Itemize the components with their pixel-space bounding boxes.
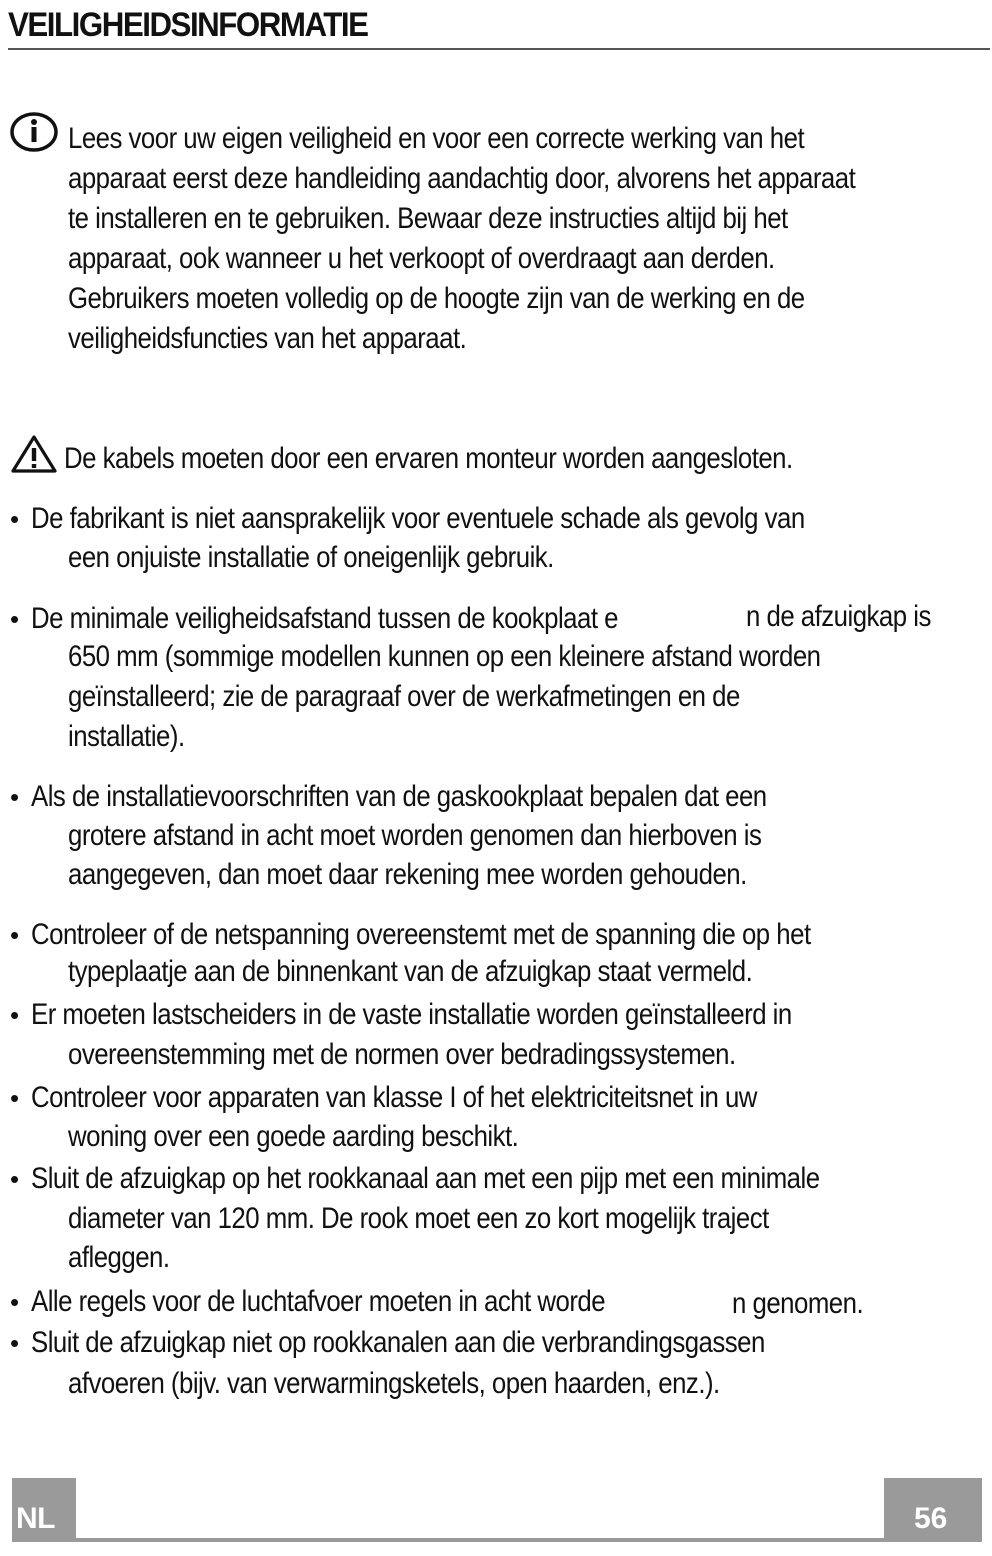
list-item-line: typeplaatje aan de binnenkant van de afzuigkap staat vermeld. — [68, 955, 753, 988]
intro-line: Lees voor uw eigen veiligheid en voor een correcte werking van het — [68, 122, 805, 155]
intro-line: te installeren en te gebruiken. Bewaar deze instructies altijd bij het — [68, 202, 788, 235]
bullet-marker: • — [10, 504, 20, 534]
list-item-line: Controleer voor apparaten van klasse I of het elektriciteitsnet in uw — [31, 1081, 757, 1114]
list-item-line: afvoeren (bijv. van verwarmingsketels, open haarden, enz.). — [68, 1367, 720, 1400]
list-item-line: Sluit de afzuigkap niet op rookkanalen aan die verbrandingsgassen — [31, 1326, 765, 1359]
bullet-marker: • — [10, 604, 20, 634]
language-tab — [12, 1478, 76, 1542]
list-item-line: geïnstalleerd; zie de paragraaf over de werkafmetingen en de — [68, 680, 740, 713]
intro-line: veiligheidsfuncties van het apparaat. — [68, 322, 467, 355]
list-item-line: Controleer of de netspanning overeenstemt met de spanning die op het — [31, 918, 811, 951]
list-item-line: grotere afstand in acht moet worden genomen dan hierboven is — [68, 819, 762, 852]
intro-line: apparaat, ook wanneer u het verkoopt of overdraagt aan derden. — [68, 242, 775, 275]
page-title: VEILIGHEIDSINFORMATIE — [8, 6, 368, 44]
bullet-marker: • — [10, 1328, 20, 1358]
page-number-tab — [884, 1478, 982, 1542]
bullet-marker: • — [10, 1000, 20, 1030]
list-item-line: aangegeven, dan moet daar rekening mee worden gehouden. — [68, 858, 747, 891]
info-icon — [10, 110, 60, 154]
list-item-line: Als de installatievoorschriften van de gaskookplaat bepalen dat een — [31, 780, 767, 813]
bullet-marker: • — [10, 1164, 20, 1194]
list-item-line: 650 mm (sommige modellen kunnen op een kleinere afstand worden — [68, 640, 821, 673]
list-item-line: Er moeten lastscheiders in de vaste installatie worden geïnstalleerd in — [31, 998, 792, 1031]
list-item-line: installatie). — [68, 720, 185, 753]
footer-divider — [76, 1538, 884, 1542]
list-item-line: overeenstemming met de normen over bedradingssystemen. — [68, 1038, 736, 1071]
list-item-line: diameter van 120 mm. De rook moet een zo kort mogelijk traject — [68, 1202, 769, 1235]
intro-line: Gebruikers moeten volledig op de hoogte zijn van de werking en de — [68, 282, 805, 315]
bullet-marker: • — [10, 782, 20, 812]
page-header — [8, 4, 990, 50]
list-item-line: Sluit de afzuigkap op het rookkanaal aan met een pijp met een minimale — [31, 1162, 820, 1195]
language-label: NL — [16, 1502, 55, 1535]
intro-line: apparaat eerst deze handleiding aandachtig door, alvorens het apparaat — [68, 162, 856, 195]
list-item-line: afleggen. — [68, 1241, 170, 1274]
list-item-line: een onjuiste installatie of oneigenlijk gebruik. — [68, 541, 554, 574]
list-item-line: n de afzuigkap is — [746, 600, 931, 633]
list-item-line: De minimale veiligheidsafstand tussen de kookplaat e — [31, 602, 618, 635]
list-item-line: Alle regels voor de luchtafvoer moeten in acht worde — [31, 1285, 606, 1318]
bullet-marker: • — [10, 920, 20, 950]
warning-icon — [10, 434, 58, 474]
bullet-marker: • — [10, 1083, 20, 1113]
list-item-line: De fabrikant is niet aansprakelijk voor eventuele schade als gevolg van — [31, 502, 805, 535]
warning-text: De kabels moeten door een ervaren monteur worden aangesloten. — [64, 442, 793, 475]
bullet-marker: • — [10, 1287, 20, 1317]
list-item-line: woning over een goede aarding beschikt. — [68, 1120, 519, 1153]
page-number: 56 — [914, 1502, 948, 1535]
list-item-line: n genomen. — [732, 1287, 864, 1320]
